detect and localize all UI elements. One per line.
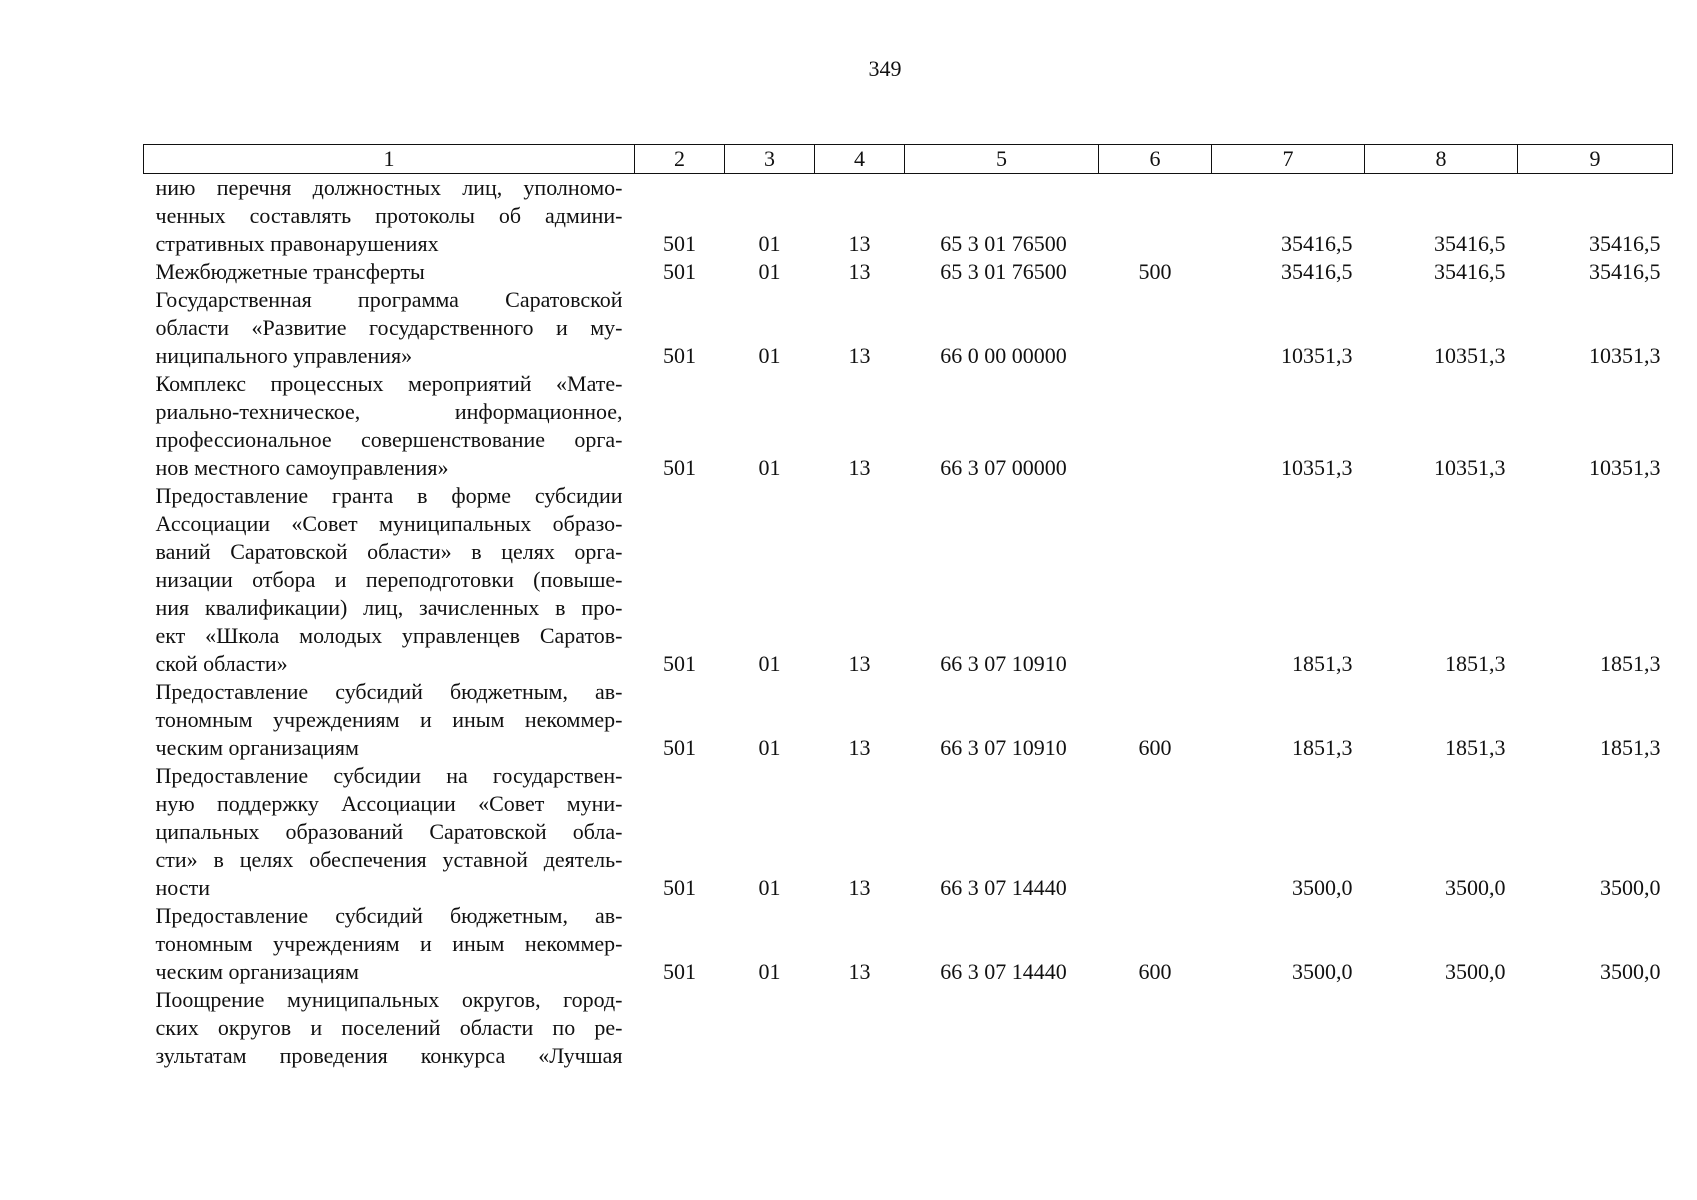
cell-amount-2: 10351,3 [1434, 455, 1506, 480]
description-line: Комплекс процессных мероприятий «Мате- [155, 371, 623, 396]
cell-target-article: 66 3 07 10910 [940, 651, 1067, 676]
cell-amount-1: 1851,3 [1292, 735, 1353, 760]
description-line: ности [155, 875, 210, 900]
description-line: низации отбора и переподготовки (повыше- [155, 567, 623, 592]
description-line: нов местного самоуправления» [155, 455, 449, 480]
cell-amount-3: 35416,5 [1589, 259, 1661, 284]
cell-expense-type [1099, 370, 1212, 482]
cell-amount-2: 10351,3 [1434, 343, 1506, 368]
cell-description [144, 986, 635, 1070]
cell-section [725, 986, 815, 1070]
cell-section: 01 [758, 651, 781, 676]
description-line: Межбюджетные трансферты [155, 259, 425, 284]
cell-description [144, 258, 635, 286]
cell-section: 01 [758, 959, 781, 984]
table-row [144, 482, 1673, 678]
cell-amount-3 [1518, 986, 1673, 1070]
description-line: сти» в целях обеспечения уставной деятель- [155, 847, 623, 872]
description-line: ект «Школа молодых управленцев Саратов- [155, 623, 623, 648]
cell-target-article: 66 3 07 00000 [940, 455, 1067, 480]
cell-amount-2 [1365, 986, 1518, 1070]
description-line: ния квалификации) лиц, зачисленных в про- [155, 595, 623, 620]
cell-amount-1: 10351,3 [1281, 455, 1353, 480]
cell-target-article: 65 3 01 76500 [940, 259, 1067, 284]
description-line: нию перечня должностных лиц, уполномо- [155, 175, 623, 200]
cell-target-article: 66 3 07 14440 [940, 875, 1067, 900]
cell-target-article: 66 0 00 00000 [940, 343, 1067, 368]
table-row [144, 258, 1673, 286]
cell-subsection [815, 986, 905, 1070]
table-row [144, 986, 1673, 1070]
description-line: Ассоциации «Совет муниципальных образо- [155, 511, 623, 536]
cell-amount-3: 1851,3 [1600, 651, 1661, 676]
cell-description [144, 482, 635, 678]
description-line: Предоставление гранта в форме субсидии [155, 483, 623, 508]
description-line: зультатам проведения конкурса «Лучшая [155, 1043, 623, 1068]
description-line: профессиональное совершенствование орга- [155, 427, 623, 452]
cell-description [144, 902, 635, 986]
description-line: тономным учреждениям и иным некоммер- [155, 707, 623, 732]
table-row [144, 174, 1673, 259]
description-line: ческим организациям [155, 735, 359, 760]
cell-amount-1: 3500,0 [1292, 875, 1353, 900]
cell-expense-type: 600 [1138, 959, 1172, 984]
column-header-5: 5 [905, 145, 1099, 174]
cell-amount-1: 35416,5 [1281, 259, 1353, 284]
cell-target-article: 66 3 07 10910 [940, 735, 1067, 760]
cell-amount-2: 1851,3 [1445, 735, 1506, 760]
cell-ved: 501 [663, 231, 696, 256]
cell-subsection: 13 [848, 231, 871, 256]
cell-section: 01 [758, 455, 781, 480]
column-header-8: 8 [1365, 145, 1518, 174]
description-line: ских округов и поселений области по ре- [155, 1015, 623, 1040]
cell-target-article: 66 3 07 14440 [940, 959, 1067, 984]
cell-subsection: 13 [848, 875, 871, 900]
cell-amount-1: 1851,3 [1292, 651, 1353, 676]
cell-amount-2: 1851,3 [1445, 651, 1506, 676]
cell-subsection: 13 [848, 651, 871, 676]
column-header-3: 3 [725, 145, 815, 174]
cell-amount-3: 35416,5 [1589, 231, 1661, 256]
cell-ved: 501 [663, 343, 696, 368]
cell-subsection: 13 [848, 735, 871, 760]
cell-subsection: 13 [848, 259, 871, 284]
cell-amount-3: 10351,3 [1589, 343, 1661, 368]
cell-section: 01 [758, 259, 781, 284]
description-line: ную поддержку Ассоциации «Совет муни- [155, 791, 623, 816]
table-header [144, 145, 1673, 174]
cell-description [144, 286, 635, 370]
column-header-1: 1 [144, 145, 635, 174]
cell-amount-1: 3500,0 [1292, 959, 1353, 984]
description-line: Предоставление субсидий бюджетным, ав- [155, 903, 623, 928]
description-line: стративных правонарушениях [155, 231, 439, 256]
description-line: Предоставление субсидии на государствен- [155, 763, 623, 788]
table-row [144, 678, 1673, 762]
column-header-9: 9 [1518, 145, 1673, 174]
budget-table [143, 144, 1673, 1070]
cell-ved: 501 [663, 259, 696, 284]
cell-description [144, 678, 635, 762]
cell-subsection: 13 [848, 343, 871, 368]
column-header-4: 4 [815, 145, 905, 174]
cell-description [144, 174, 635, 259]
cell-expense-type [1099, 762, 1212, 902]
table-row [144, 370, 1673, 482]
cell-amount-1 [1212, 986, 1365, 1070]
column-header-2: 2 [635, 145, 725, 174]
cell-ved: 501 [663, 455, 696, 480]
table-row [144, 902, 1673, 986]
cell-amount-1: 35416,5 [1281, 231, 1353, 256]
cell-ved: 501 [663, 959, 696, 984]
cell-amount-1: 10351,3 [1281, 343, 1353, 368]
cell-amount-2: 3500,0 [1445, 959, 1506, 984]
cell-subsection: 13 [848, 959, 871, 984]
cell-target-article: 65 3 01 76500 [940, 231, 1067, 256]
table-row [144, 762, 1673, 902]
cell-target-article [905, 986, 1099, 1070]
cell-amount-3: 3500,0 [1600, 959, 1661, 984]
cell-section: 01 [758, 231, 781, 256]
column-number-row [144, 145, 1673, 174]
page-number: 349 [868, 56, 902, 81]
cell-amount-2: 3500,0 [1445, 875, 1506, 900]
cell-subsection: 13 [848, 455, 871, 480]
cell-expense-type [1099, 174, 1212, 259]
cell-ved: 501 [663, 875, 696, 900]
description-line: Поощрение муниципальных округов, город- [155, 987, 623, 1012]
cell-amount-3: 3500,0 [1600, 875, 1661, 900]
cell-expense-type [1099, 986, 1212, 1070]
cell-ved: 501 [663, 651, 696, 676]
description-line: области «Развитие государственного и му- [155, 315, 623, 340]
cell-expense-type [1099, 482, 1212, 678]
cell-description [144, 762, 635, 902]
description-line: ченных составлять протоколы об админи- [155, 203, 623, 228]
cell-expense-type: 500 [1138, 259, 1172, 284]
description-line: ципальных образований Саратовской обла- [155, 819, 623, 844]
description-line: ской области» [155, 651, 288, 676]
cell-amount-3: 1851,3 [1600, 735, 1661, 760]
column-header-7: 7 [1212, 145, 1365, 174]
description-line: тономным учреждениям и иным некоммер- [155, 931, 623, 956]
cell-description [144, 370, 635, 482]
description-line: Предоставление субсидий бюджетным, ав- [155, 679, 623, 704]
cell-amount-3: 10351,3 [1589, 455, 1661, 480]
cell-ved: 501 [663, 735, 696, 760]
cell-section: 01 [758, 343, 781, 368]
cell-amount-2: 35416,5 [1434, 231, 1506, 256]
column-header-6: 6 [1099, 145, 1212, 174]
cell-ved [635, 986, 725, 1070]
table-row [144, 286, 1673, 370]
cell-amount-2: 35416,5 [1434, 259, 1506, 284]
table-body [144, 174, 1673, 1071]
description-line: ческим организациям [155, 959, 359, 984]
cell-expense-type [1099, 286, 1212, 370]
description-line: риально-техническое, информационное, [155, 399, 623, 424]
description-line: ваний Саратовской области» в целях орга- [155, 539, 623, 564]
description-line: Государственная программа Саратовской [155, 287, 623, 312]
cell-expense-type: 600 [1138, 735, 1172, 760]
description-line: ниципального управления» [155, 343, 413, 368]
cell-section: 01 [758, 875, 781, 900]
cell-section: 01 [758, 735, 781, 760]
